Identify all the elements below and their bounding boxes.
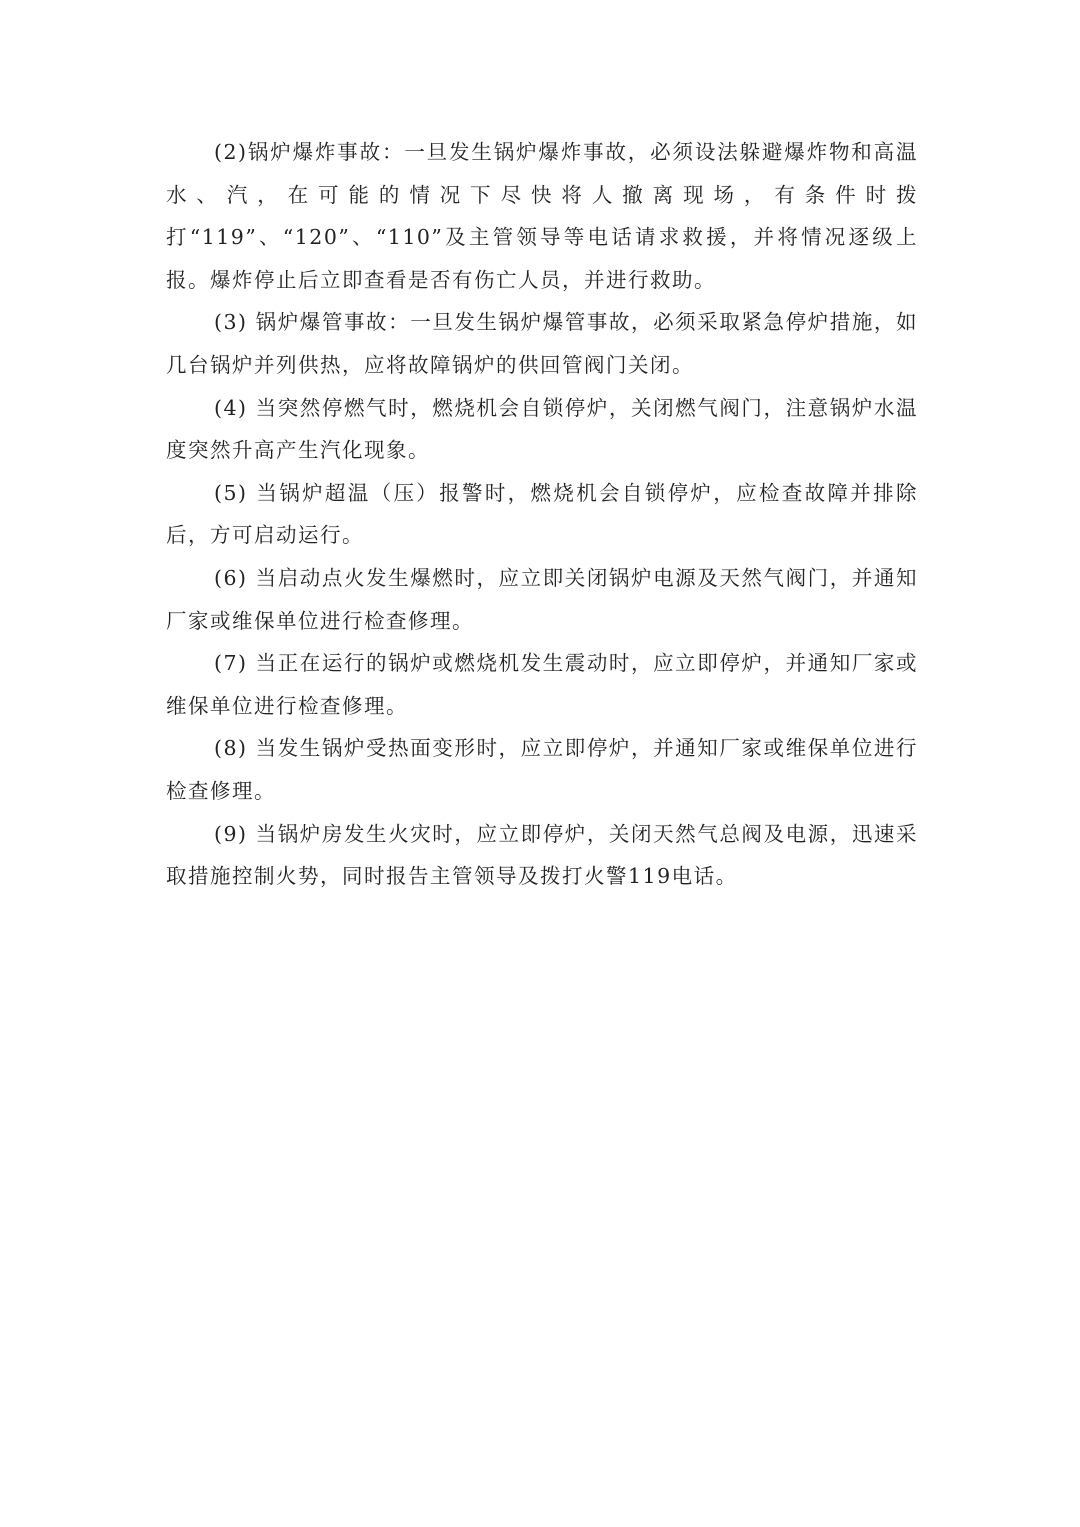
paragraph-item-3: (3) 锅炉爆管事故：一旦发生锅炉爆管事故，必须采取紧急停炉措施，如几台锅炉并列供热，应将故障锅炉的供回管阀门关闭。: [166, 310, 918, 377]
paragraph-item-4: (4) 当突然停燃气时，燃烧机会自锁停炉，关闭燃气阀门，注意锅炉水温度突然升高产生汽化现象。: [166, 395, 918, 463]
paragraph-item-7: (7) 当正在运行的锅炉或燃烧机发生震动时，应立即停炉，并通知厂家或维保单位进行检查修理。: [166, 651, 918, 718]
paragraph-item-9: (9) 当锅炉房发生火灾时，应立即停炉，关闭天然气总阀及电源，迅速采取措施控制火势，同时报告主管领导及拨打火警119电话。: [166, 821, 918, 889]
paragraph-item-6: (6) 当启动点火发生爆燃时，应立即关闭锅炉电源及天然气阀门，并通知厂家或维保单位进行检查修理。: [166, 565, 918, 633]
paragraph-item-8: (8) 当发生锅炉受热面变形时，应立即停炉，并通知厂家或维保单位进行检查修理。: [166, 736, 918, 803]
document-body: [166, 131, 918, 898]
paragraph-item-2: (2)锅炉爆炸事故：一旦发生锅炉爆炸事故，必须设法躲避爆炸物和高温水、汽，在可能的情况下尽快将人撤离现场，有条件时拨打“119”、“120”、“110”及主管领导等电话请求救援，并将情况逐级上报。爆炸停止后立即查看是否有伤亡人员，并进行救助。: [166, 140, 918, 292]
paragraph-item-5: (5) 当锅炉超温（压）报警时，燃烧机会自锁停炉，应检查故障并排除后，方可启动运行。: [166, 480, 918, 548]
